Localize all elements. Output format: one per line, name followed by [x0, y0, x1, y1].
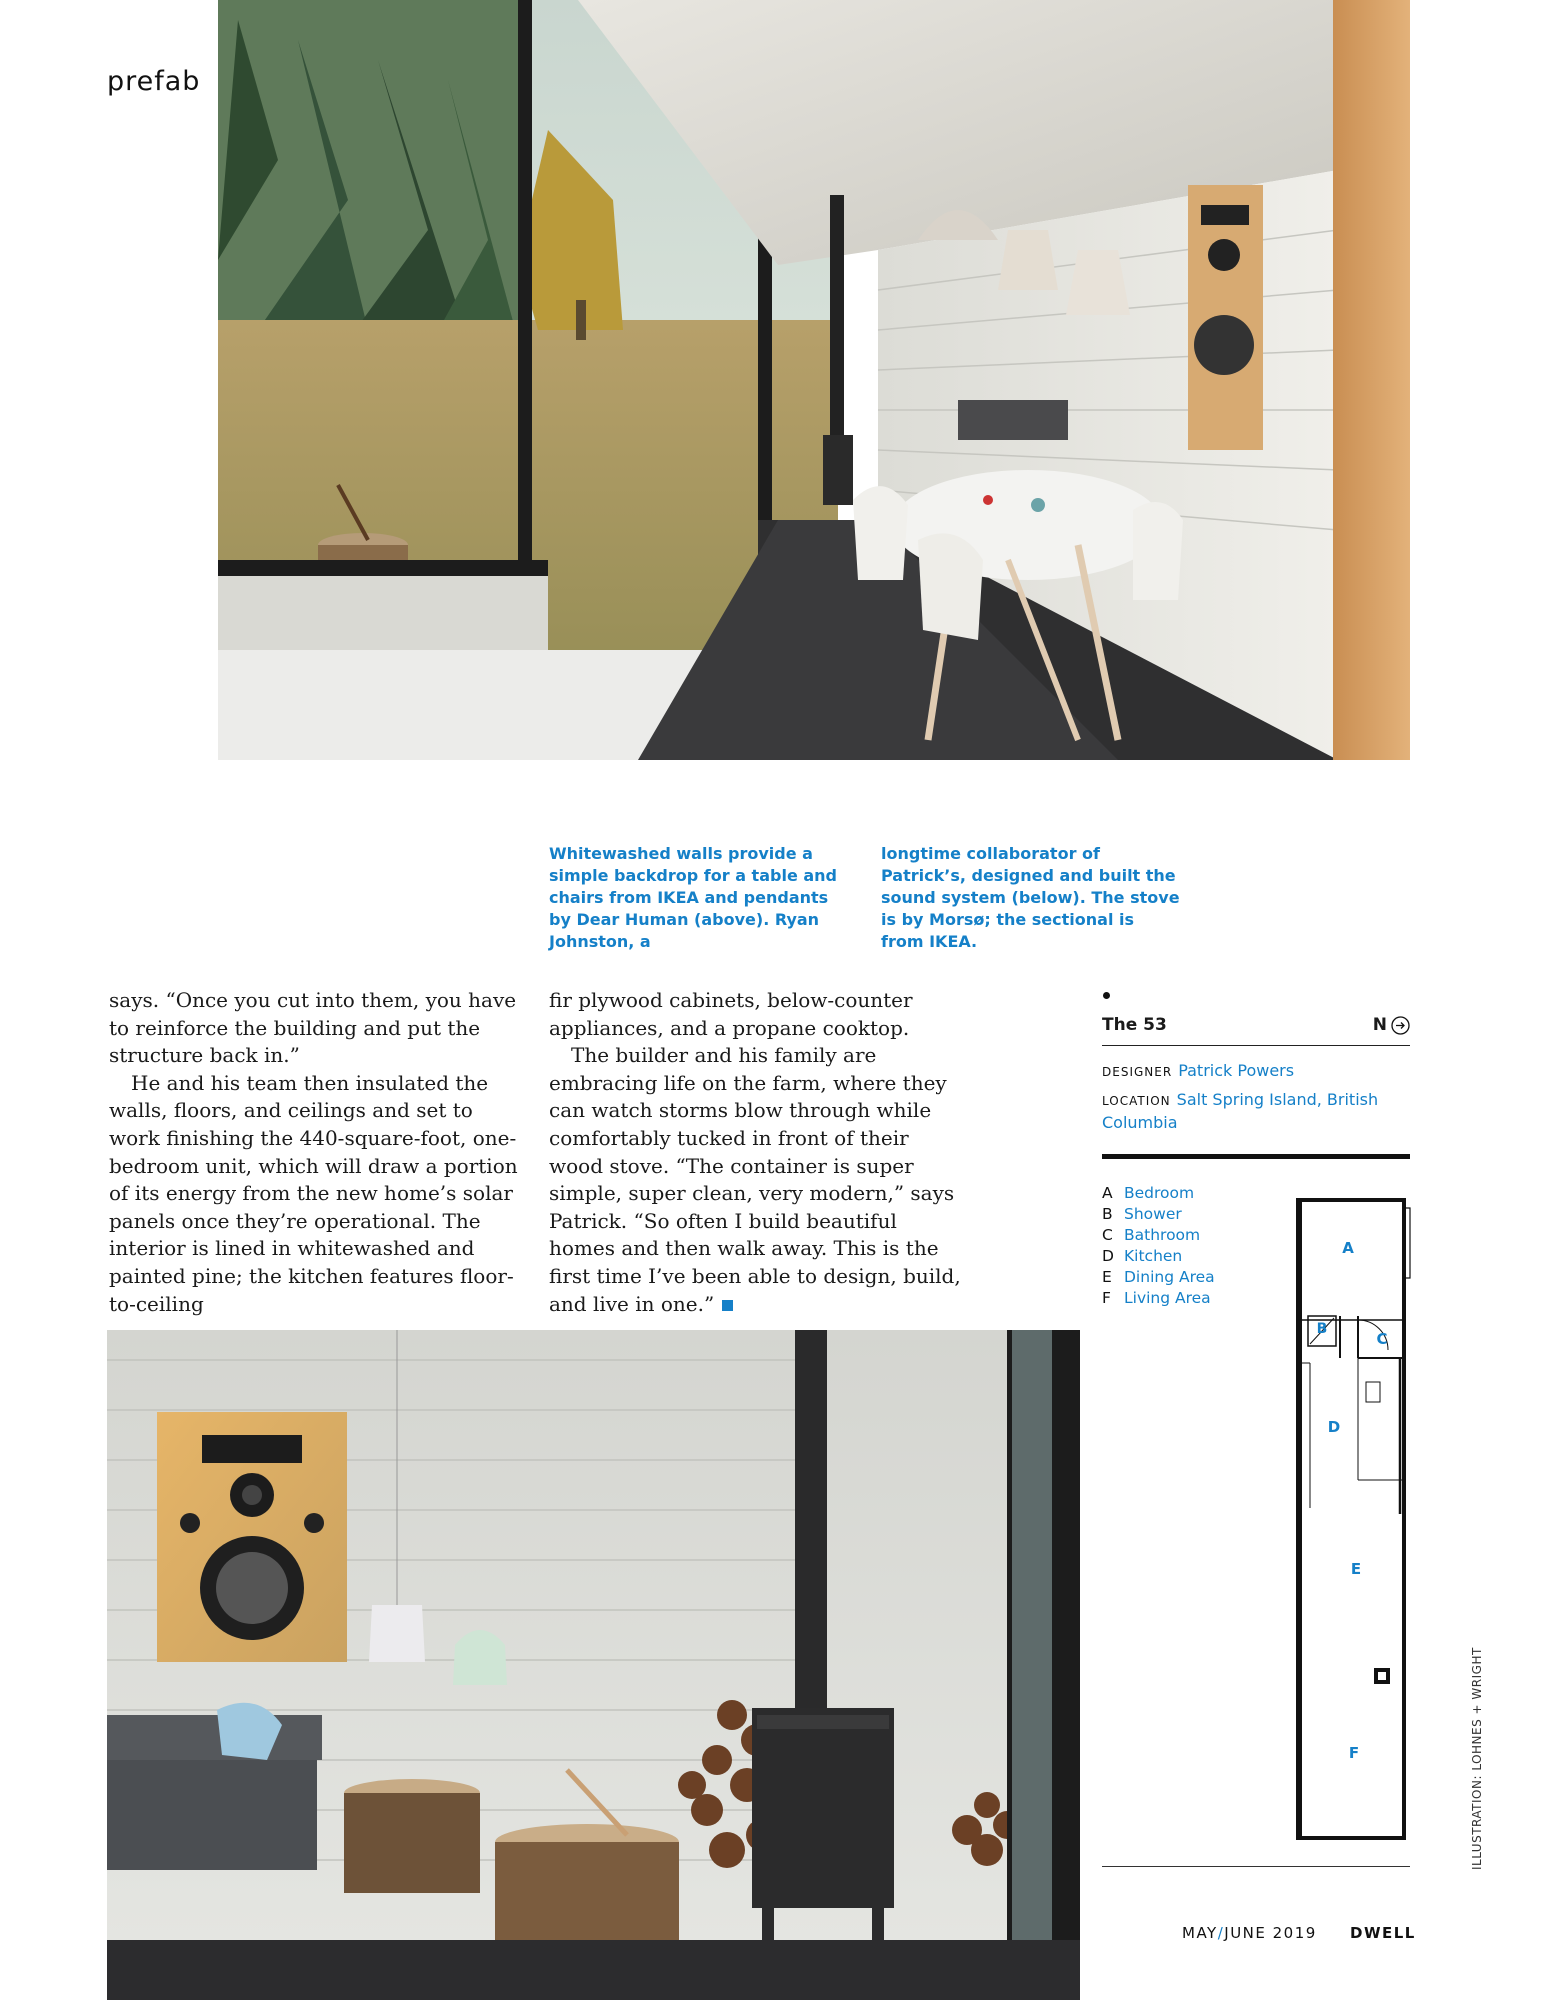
legend-name: Living Area: [1124, 1289, 1211, 1307]
illustration-credit: ILLUSTRATION: LOHNES + WRIGHT: [1470, 1647, 1484, 1870]
location-name: Salt Spring Island, British Columbia: [1102, 1090, 1379, 1132]
sidebar-bottom-rule: [1102, 1866, 1410, 1867]
body-paragraph: fir plywood cabinets, below-counter appliances, and a propane cooktop.: [549, 988, 913, 1040]
body-paragraph: says. “Once you cut into them, you have to reinforce the building and put the structure back in.”: [109, 988, 517, 1068]
legend-name: Shower: [1124, 1205, 1182, 1223]
bullet-dot-icon: [1103, 992, 1110, 999]
legend-letter: D: [1102, 1247, 1114, 1265]
issue-date: [1182, 1924, 1317, 1942]
bottom-photo-speaker-stove: [107, 1330, 1080, 2000]
compass: [1373, 1015, 1410, 1035]
designer-row: [1102, 1060, 1410, 1083]
plan-label-c: C: [1376, 1330, 1388, 1348]
legend-name: Dining Area: [1124, 1268, 1215, 1286]
body-paragraph: [549, 1042, 969, 1318]
sidebar-rule: [1102, 1154, 1410, 1159]
compass-label: N: [1372, 1015, 1387, 1035]
section-label: prefab: [107, 66, 201, 97]
legend-letter: B: [1102, 1205, 1113, 1223]
issue-date-separator: /: [1217, 1924, 1225, 1942]
location-label: LOCATION: [1102, 1094, 1171, 1108]
plan-label-d: D: [1327, 1418, 1341, 1436]
plan-label-b: B: [1316, 1321, 1328, 1337]
magazine-name: DWELL: [1350, 1924, 1416, 1942]
legend-letter: C: [1102, 1226, 1113, 1244]
floorplan-diagram: [1296, 1198, 1412, 1840]
body-paragraph: He and his team then insulated the walls, floors, and ceilings and set to work finishing the 440-square-foot, one-bedroom unit, which will draw a portion of its energy from the new home’s solar panels once they’re operational. The interior is lined in whitewashed and painted pine; the kitchen features floor-to-ceiling: [109, 1070, 518, 1316]
body-column-2: [549, 987, 969, 1318]
closing-text: The builder and his family are embracing life on the farm, where they can watch storms blow through while comfortably tucked in front of their wood stove. “The container is super simple, super clean, very modern,” says Patrick. “So often I build beautiful homes and then walk away. This is the first time I’ve been able to design, build, and live in one.”: [549, 1043, 961, 1316]
legend-letter: A: [1102, 1184, 1113, 1202]
photo-caption-right: longtime collaborator of Patrick’s, designed and built the sound system (below). The stove is by Morsø; the sectional is from IKEA.: [881, 844, 1180, 951]
plan-label-f: F: [1348, 1744, 1360, 1762]
legend-name: Bedroom: [1124, 1184, 1195, 1202]
north-arrow-icon: [1391, 1016, 1410, 1035]
designer-name: Patrick Powers: [1178, 1061, 1295, 1080]
top-photo-dining-porch: [218, 0, 1410, 760]
issue-month-a: MAY: [1182, 1924, 1218, 1942]
project-title: The 53: [1102, 1015, 1167, 1035]
legend-letter: F: [1102, 1289, 1111, 1307]
location-row: [1102, 1089, 1410, 1134]
plan-label-e: E: [1350, 1560, 1362, 1578]
project-meta: [1102, 1060, 1410, 1134]
legend-name: Kitchen: [1124, 1247, 1183, 1265]
legend-name: Bathroom: [1124, 1226, 1201, 1244]
end-mark-icon: [722, 1300, 733, 1311]
legend-letter: E: [1102, 1268, 1112, 1286]
issue-month-b: JUNE 2019: [1224, 1924, 1317, 1942]
plan-label-a: A: [1342, 1239, 1354, 1257]
designer-label: DESIGNER: [1102, 1065, 1173, 1079]
sidebar-title-row: [1102, 1015, 1410, 1046]
body-column-1: [109, 987, 529, 1318]
photo-caption-left: Whitewashed walls provide a simple backdrop for a table and chairs from IKEA and pendants by Dear Human (above). Ryan Johnston, a: [549, 844, 837, 951]
